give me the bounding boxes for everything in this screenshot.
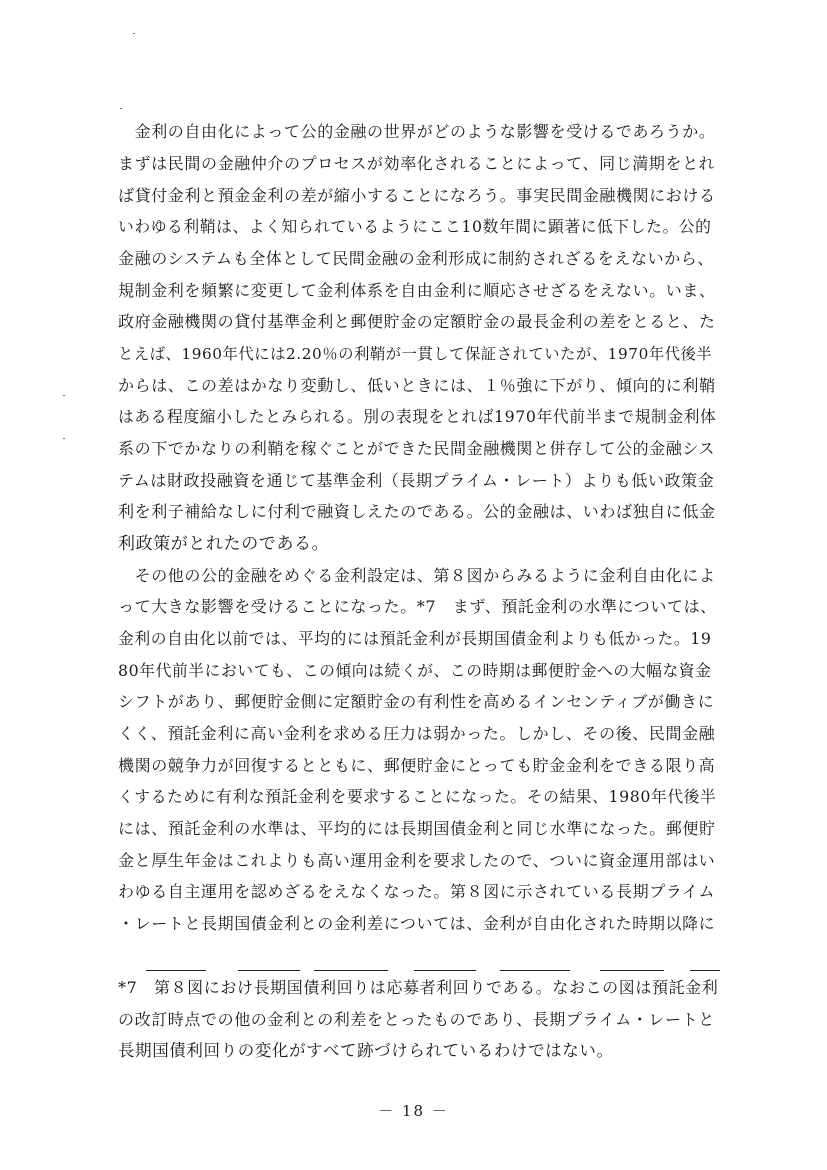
- footnote-rule-segment: [600, 970, 664, 971]
- footnote-rule-segment: [414, 970, 476, 971]
- scan-speck: [133, 33, 135, 34]
- paragraph-line: 政府金融機関の貸付基準金利と郵便貯金の定額貯金の最長金利の差をとると、た: [118, 312, 716, 331]
- page-number: － 18 －: [378, 1102, 449, 1120]
- paragraph-line: 金融のシステムも全体として民間金融の金利形成に制約されざるをえないから、: [118, 249, 715, 268]
- paragraph-line: シフトがあり、郵便貯金側に定額貯金の有利性を高めるインセンティブが働きに: [118, 692, 715, 711]
- footnote-rule-segment: [690, 970, 720, 971]
- paragraph-line: には、預託金利の水準は、平均的には長期国債金利と同じ水準になった。郵便貯: [118, 819, 716, 838]
- paragraph-line: いわゆる利鞘は、よく知られているようにここ10数年間に顕著に低下した。公的: [118, 217, 712, 236]
- paragraph-line: からは、この差はかなり変動し、低いときには、１％強に下がり、傾向的に利鞘: [118, 376, 716, 395]
- paragraph-line: 利政策がとれたのである。: [118, 534, 330, 554]
- footnote-rule-segment: [314, 970, 388, 971]
- paragraph-line: まずは民間の金融仲介のプロセスが効率化されることによって、同じ満期をとれ: [118, 154, 716, 173]
- paragraph-line: テムは財政投融資を通じて基準金利（長期プライム・レート）よりも低い政策金: [118, 471, 715, 490]
- paragraph-line: 80年代前半においても、この傾向は続くが、この時期は郵便貯金への大幅な資金: [118, 661, 712, 680]
- paragraph-line: 金と厚生年金はこれよりも高い運用金利を要求したので、ついに資金運用部はい: [118, 851, 716, 870]
- footnote-line: *7 第８図におけ長期国債利回りは応募者利回りである。なおこの図は預託金利: [118, 978, 719, 997]
- footnote-rule-segment: [500, 970, 570, 971]
- paragraph-line: くく、預託金利に高い金利を求める圧力は弱かった。しかし、その後、民間金融: [118, 724, 716, 743]
- paragraph-line: 金利の自由化によって公的金融の世界がどのような影響を受けるであろうか。: [118, 122, 716, 141]
- paragraph-line: って大きな影響を受けることになった。*7 まず、預託金利の水準については、: [118, 597, 717, 616]
- footnote-rule-segment: [238, 970, 300, 971]
- paragraph-line: 規制金利を頻繁に変更して金利体系を自由金利に順応させざるをえない。いま、: [118, 281, 716, 300]
- scan-speck: [63, 438, 65, 439]
- paragraph-line: その他の公的金融をめぐる金利設定は、第８図からみるように金利自由化によ: [118, 566, 716, 585]
- paragraph-line: 利を利子補給なしに付利で融資しえたのである。公的金融は、いわば独自に低金: [118, 502, 716, 521]
- paragraph-line: 系の下でかなりの利鞘を稼ぐことができた民間金融機関と併存して公的金融シス: [118, 439, 716, 458]
- footnote-line: の改訂時点での他の金利との利差をとったものであり、長期プライム・レートと: [118, 1010, 715, 1029]
- footnote-line: 長期国債利回りの変化がすべて跡づけられているわけではない。: [118, 1041, 614, 1060]
- paragraph-line: わゆる自主運用を認めざるをえなくなった。第８図に示されている長期プライム: [118, 882, 716, 901]
- paragraph-line: くするために有利な預託金利を要求することになった。その結果、1980年代後半: [118, 787, 717, 806]
- paragraph-line: とえば、1960年代には2.20％の利鞘が一貫して保証されていたが、1970年代後半: [118, 345, 713, 363]
- scan-speck: [63, 395, 65, 396]
- scan-speck: [120, 108, 122, 109]
- paragraph-line: 金利の自由化以前では、平均的には預託金利が長期国債金利よりも低かった。19: [118, 629, 712, 648]
- paragraph-line: 機関の競争力が回復するとともに、郵便貯金にとっても貯金金利をできる限り高: [118, 756, 716, 775]
- paragraph-line: ・レートと長期国債金利との金利差については、金利が自由化された時期以降に: [118, 914, 716, 933]
- footnote-rule-segment: [146, 970, 206, 971]
- paragraph-line: ば貸付金利と預金金利の差が縮小することになろう。事実民間金融機関における: [118, 186, 716, 205]
- paragraph-line: はある程度縮小したとみられる。別の表現をとれば1970年代前半まで規制金利体: [118, 407, 717, 426]
